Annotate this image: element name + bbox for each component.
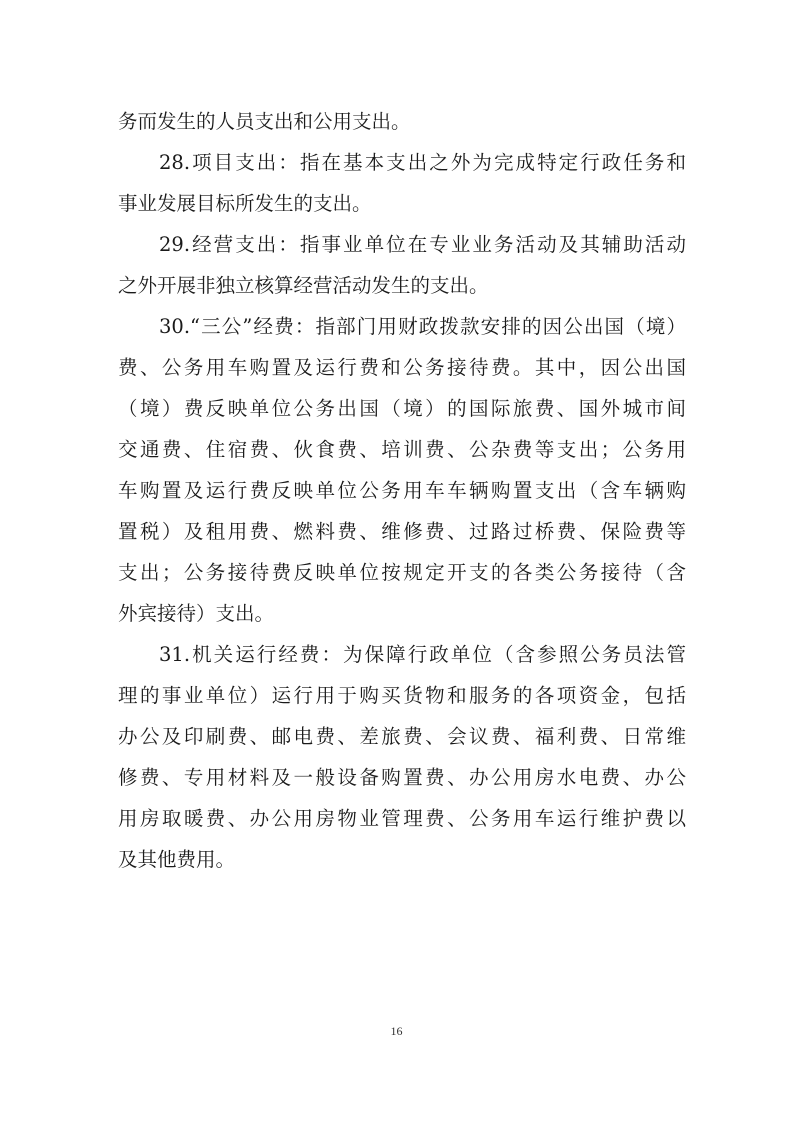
item-31-heading-line: 31.机关运行经费：为保障行政单位（含参照公务员法管 [159, 643, 686, 666]
text-line: 车购置及运行费反映单位公务用车车辆购置支出（含车辆购 [118, 479, 686, 502]
text-line: 交通费、住宿费、伙食费、培训费、公杂费等支出；公务用 [118, 438, 686, 461]
text-line: （境）费反映单位公务出国（境）的国际旅费、国外城市间 [118, 397, 686, 420]
page-number: 16 [390, 1024, 403, 1038]
text-line: 之外开展非独立核算经营活动发生的支出。 [118, 274, 489, 297]
item-30-heading-line: 30.“三公”经费：指部门用财政拨款安排的因公出国（境） [159, 315, 686, 338]
text-line: 及其他费用。 [118, 848, 236, 871]
text-line: 外宾接待）支出。 [118, 602, 275, 625]
item-28-heading-line: 28.项目支出：指在基本支出之外为完成特定行政任务和 [159, 151, 686, 174]
text-line: 支出；公务接待费反映单位按规定开支的各类公务接待（含 [118, 561, 686, 584]
text-line: 修费、专用材料及一般设备购置费、办公用房水电费、办公 [118, 766, 686, 789]
text-line: 务而发生的人员支出和公用支出。 [118, 110, 411, 133]
body-text [118, 101, 686, 880]
text-line: 事业发展目标所发生的支出。 [118, 192, 372, 215]
text-line: 费、公务用车购置及运行费和公务接待费。其中，因公出国 [118, 356, 686, 379]
text-line: 置税）及租用费、燃料费、维修费、过路过桥费、保险费等 [118, 520, 686, 543]
text-line: 办公及印刷费、邮电费、差旅费、会议费、福利费、日常维 [118, 725, 686, 748]
item-29-heading-line: 29.经营支出：指事业单位在专业业务活动及其辅助活动 [159, 233, 686, 256]
text-line: 理的事业单位）运行用于购买货物和服务的各项资金，包括 [118, 684, 686, 707]
text-line: 用房取暖费、办公用房物业管理费、公务用车运行维护费以 [118, 807, 686, 830]
